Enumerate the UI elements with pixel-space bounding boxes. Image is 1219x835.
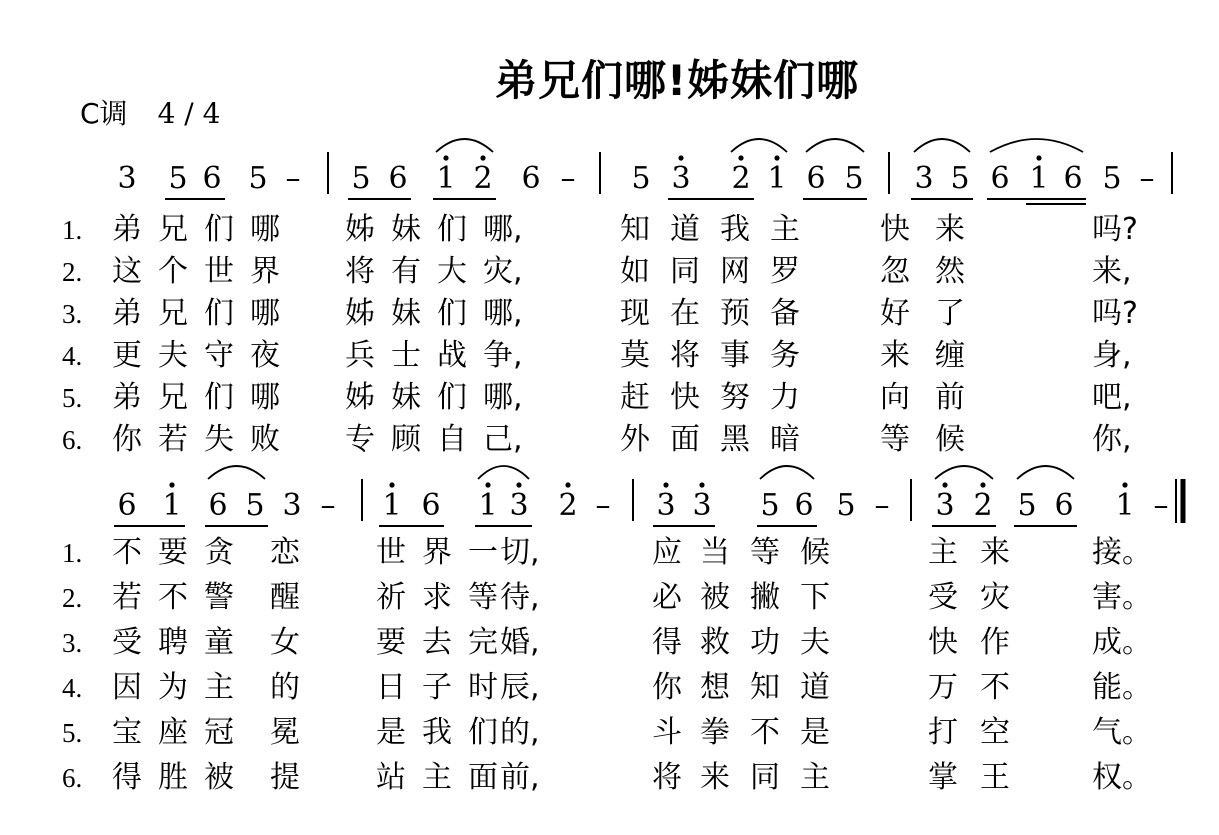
note: 5 <box>760 488 780 523</box>
lyric-syllable: 在 <box>670 296 700 331</box>
lyric-syllable: 来 <box>935 212 965 247</box>
lyric-syllable: 空 <box>980 715 1010 750</box>
lyric-syllable: 主 <box>422 760 452 795</box>
lyric-syllable: 等 <box>880 422 910 457</box>
note: 2 <box>731 161 751 196</box>
octave-dot <box>443 155 448 160</box>
lyric-syllable: 兄 <box>158 212 188 247</box>
note: 1 <box>382 488 402 523</box>
note: 1 <box>1115 488 1135 523</box>
note: 5 <box>248 161 268 196</box>
lyric-syllable: 冠 <box>204 715 234 750</box>
slur <box>935 466 993 479</box>
lyric-syllable: 害。 <box>1092 580 1152 615</box>
lyric-syllable: 必 <box>652 580 682 615</box>
octave-dot <box>774 155 779 160</box>
lyric-syllable: 受 <box>928 580 958 615</box>
note: 6 <box>1054 488 1074 523</box>
lyric-syllable: 世 <box>204 254 234 289</box>
dash-extension: – <box>1139 161 1155 196</box>
lyric-syllable: 了 <box>935 296 965 331</box>
lyric-syllable: 辰, <box>500 670 540 705</box>
lyric-syllable: 贪 <box>204 535 234 570</box>
octave-dot <box>516 482 521 487</box>
octave-dot <box>389 482 394 487</box>
note: 3 <box>692 488 712 523</box>
slur <box>731 139 787 152</box>
lyric-syllable: 预 <box>720 296 750 331</box>
verse-number: 3. <box>62 299 83 329</box>
lyric-syllable: 得 <box>652 625 682 660</box>
lyric-syllable: 哪 <box>250 380 280 415</box>
lyric-syllable: 主 <box>204 670 234 705</box>
verse-number: 6. <box>62 425 83 455</box>
lyric-syllable: 夫 <box>158 338 188 373</box>
lyric-syllable: 成。 <box>1092 625 1152 660</box>
note: 6 <box>388 161 408 196</box>
note: 1 <box>478 488 498 523</box>
lyric-syllable: 应 <box>652 535 682 570</box>
lyric-syllable: 们 <box>437 212 467 247</box>
lyric-syllable: 被 <box>204 760 234 795</box>
octave-dot <box>169 482 174 487</box>
lyric-syllable: 失 <box>204 422 234 457</box>
dash-extension: – <box>1153 488 1169 523</box>
lyric-syllable: 们 <box>204 380 234 415</box>
lyric-syllable: 候 <box>800 535 830 570</box>
lyric-syllable: 子 <box>422 670 452 705</box>
verse-number: 6. <box>62 763 83 793</box>
lyric-syllable: 的 <box>270 670 300 705</box>
lyric-syllable: 争, <box>483 338 523 373</box>
lyric-syllable: 网 <box>720 254 750 289</box>
slur <box>478 466 529 479</box>
lyric-syllable: 界 <box>250 254 280 289</box>
lyric-syllable: 哪, <box>483 296 523 331</box>
lyric-syllable: 不 <box>158 580 188 615</box>
lyric-syllable: 快 <box>880 212 910 247</box>
lyric-syllable: 哪 <box>250 212 280 247</box>
lyric-syllable: 斗 <box>652 715 682 750</box>
octave-dot <box>699 482 704 487</box>
dash-extension: – <box>595 488 611 523</box>
verse-number: 4. <box>62 673 83 703</box>
lyric-syllable: 事 <box>720 338 750 373</box>
note: 6 <box>806 161 826 196</box>
lyric-syllable: 同 <box>670 254 700 289</box>
lyric-syllable: 童 <box>204 625 234 660</box>
lyric-syllable: 若 <box>112 580 142 615</box>
lyric-syllable: 将 <box>652 760 682 795</box>
note: 1 <box>1029 161 1049 196</box>
lyric-syllable: 去 <box>422 625 452 660</box>
lyric-syllable: 吧, <box>1092 380 1132 415</box>
note: 5 <box>168 161 188 196</box>
lyric-syllable: 女 <box>270 625 300 660</box>
lyric-syllable: 将 <box>345 254 375 289</box>
lyric-syllable: 警 <box>204 580 234 615</box>
lyric-syllable: 界 <box>422 535 452 570</box>
lyric-syllable: 日 <box>376 670 406 705</box>
lyric-syllable: 妹 <box>391 296 421 331</box>
note: 6 <box>421 488 441 523</box>
lyric-syllable: 姊 <box>345 296 375 331</box>
lyric-syllable: 候 <box>935 422 965 457</box>
lyric-syllable: 专 <box>345 422 375 457</box>
lyric-syllable: 被 <box>700 580 730 615</box>
lyric-syllable: 灾, <box>483 254 523 289</box>
slur <box>760 466 814 479</box>
lyric-syllable: 弟 <box>112 380 142 415</box>
lyric-syllable: 气。 <box>1092 715 1152 750</box>
lyric-syllable: 的, <box>500 715 540 750</box>
verse-number: 5. <box>62 718 83 748</box>
lyric-syllable: 待, <box>500 580 540 615</box>
lyric-syllable: 你 <box>112 422 142 457</box>
lyric-syllable: 世 <box>376 535 406 570</box>
note: 5 <box>1017 488 1037 523</box>
lyric-syllable: 知 <box>620 212 650 247</box>
lyric-syllable: 快 <box>670 380 700 415</box>
lyric-syllable: 哪 <box>250 296 280 331</box>
note: 3 <box>935 488 955 523</box>
lyric-syllable: 外 <box>620 422 650 457</box>
octave-dot <box>980 482 985 487</box>
lyric-syllable: 们 <box>204 296 234 331</box>
lyric-syllable: 个 <box>158 254 188 289</box>
lyric-syllable: 我 <box>422 715 452 750</box>
lyric-syllable: 想 <box>700 670 730 705</box>
lyric-syllable: 们 <box>437 296 467 331</box>
note: 5 <box>1102 161 1122 196</box>
lyric-syllable: 这 <box>112 254 142 289</box>
lyric-syllable: 聘 <box>158 625 188 660</box>
lyric-syllable: 姊 <box>345 212 375 247</box>
lyric-syllable: 赶 <box>620 380 650 415</box>
note: 5 <box>631 161 651 196</box>
lyric-syllable: 兵 <box>345 338 375 373</box>
lyric-syllable: 兄 <box>158 296 188 331</box>
lyric-syllable: 快 <box>928 625 958 660</box>
note: 6 <box>117 488 137 523</box>
lyric-syllable: 身, <box>1092 338 1132 373</box>
slur <box>208 466 265 479</box>
note: 3 <box>914 161 934 196</box>
verse-number: 3. <box>62 628 83 658</box>
lyric-syllable: 努 <box>720 380 750 415</box>
lyric-syllable: 们 <box>437 380 467 415</box>
lyric-syllable: 知 <box>750 670 780 705</box>
note: 3 <box>656 488 676 523</box>
lyric-syllable: 向 <box>880 380 910 415</box>
lyric-syllable: 务 <box>770 338 800 373</box>
lyric-syllable: 下 <box>800 580 830 615</box>
lyric-syllable: 不 <box>980 670 1010 705</box>
lyric-syllable: 等 <box>750 535 780 570</box>
lyric-syllable: 受 <box>112 625 142 660</box>
lyric-syllable: 黑 <box>720 422 750 457</box>
lyric-syllable: 将 <box>670 338 700 373</box>
lyric-syllable: 自 <box>437 422 467 457</box>
lyric-syllable: 有 <box>391 254 421 289</box>
dash-extension: – <box>320 488 336 523</box>
octave-dot <box>1036 155 1041 160</box>
note: 5 <box>245 488 265 523</box>
lyric-syllable: 宝 <box>112 715 142 750</box>
lyric-syllable: 罗 <box>770 254 800 289</box>
lyric-syllable: 万 <box>928 670 958 705</box>
octave-dot <box>565 482 570 487</box>
lyric-syllable: 胜 <box>158 760 188 795</box>
lyric-syllable: 我 <box>720 212 750 247</box>
lyric-syllable: 同 <box>750 760 780 795</box>
lyric-syllable: 暗 <box>770 422 800 457</box>
lyric-syllable: 哪, <box>483 212 523 247</box>
lyric-syllable: 能。 <box>1092 670 1152 705</box>
note: 5 <box>844 161 864 196</box>
note: 5 <box>836 488 856 523</box>
lyric-syllable: 要 <box>376 625 406 660</box>
lyric-syllable: 道 <box>670 212 700 247</box>
lyric-syllable: 婚, <box>500 625 540 660</box>
lyric-syllable: 作 <box>980 625 1010 660</box>
lyric-syllable: 来 <box>980 535 1010 570</box>
verse-number: 1. <box>62 538 83 568</box>
lyric-syllable: 切, <box>500 535 540 570</box>
note: 1 <box>767 161 787 196</box>
lyric-syllable: 妹 <box>391 212 421 247</box>
lyric-syllable: 主 <box>928 535 958 570</box>
lyric-syllable: 完 <box>468 625 498 660</box>
lyric-syllable: 来 <box>880 338 910 373</box>
octave-dot <box>663 482 668 487</box>
lyric-syllable: 等 <box>468 580 498 615</box>
octave-dot <box>1122 482 1127 487</box>
lyric-syllable: 主 <box>770 212 800 247</box>
note: 6 <box>202 161 222 196</box>
lyric-syllable: 面 <box>670 422 700 457</box>
note: 2 <box>473 161 493 196</box>
lyric-syllable: 是 <box>376 715 406 750</box>
lyric-syllable: 提 <box>270 760 300 795</box>
note: 6 <box>794 488 814 523</box>
slur <box>806 139 864 152</box>
octave-dot <box>480 155 485 160</box>
lyric-syllable: 们 <box>204 212 234 247</box>
lyric-syllable: 前 <box>935 380 965 415</box>
note: 6 <box>1063 161 1083 196</box>
lyric-syllable: 来 <box>700 760 730 795</box>
note: 6 <box>521 161 541 196</box>
note: 2 <box>973 488 993 523</box>
lyric-syllable: 弟 <box>112 296 142 331</box>
lyric-syllable: 祈 <box>376 580 406 615</box>
lyric-syllable: 接。 <box>1092 535 1152 570</box>
lyric-syllable: 功 <box>750 625 780 660</box>
lyric-syllable: 王 <box>980 760 1010 795</box>
lyric-syllable: 备 <box>770 296 800 331</box>
lyric-syllable: 大 <box>437 254 467 289</box>
verse-number: 1. <box>62 215 83 245</box>
lyric-syllable: 撇 <box>750 580 780 615</box>
lyric-syllable: 一 <box>468 535 498 570</box>
octave-dot <box>738 155 743 160</box>
dash-extension: – <box>874 488 890 523</box>
lyric-syllable: 面 <box>468 760 498 795</box>
lyric-syllable: 道 <box>800 670 830 705</box>
slur <box>990 139 1083 152</box>
dash-extension: – <box>285 161 301 196</box>
note: 5 <box>351 161 371 196</box>
lyric-syllable: 士 <box>391 338 421 373</box>
lyric-syllable: 是 <box>800 715 830 750</box>
lyric-syllable: 如 <box>620 254 650 289</box>
lyric-syllable: 顾 <box>391 422 421 457</box>
lyric-syllable: 战 <box>437 338 467 373</box>
lyric-syllable: 不 <box>112 535 142 570</box>
lyric-syllable: 妹 <box>391 380 421 415</box>
lyric-syllable: 你 <box>652 670 682 705</box>
lyric-syllable: 灾 <box>980 580 1010 615</box>
note: 3 <box>671 161 691 196</box>
lyric-syllable: 忽 <box>880 254 910 289</box>
note: 6 <box>208 488 228 523</box>
note: 3 <box>282 488 302 523</box>
dash-extension: – <box>560 161 576 196</box>
lyric-syllable: 拳 <box>700 715 730 750</box>
lyric-syllable: 缠 <box>935 338 965 373</box>
verse-number: 2. <box>62 257 83 287</box>
note: 1 <box>162 488 182 523</box>
lyric-syllable: 若 <box>158 422 188 457</box>
note: 3 <box>117 161 137 196</box>
lyric-syllable: 你, <box>1092 422 1132 457</box>
lyric-syllable: 权。 <box>1092 760 1152 795</box>
octave-dot <box>485 482 490 487</box>
lyric-syllable: 夫 <box>800 625 830 660</box>
lyric-syllable: 醒 <box>270 580 300 615</box>
lyric-syllable: 主 <box>800 760 830 795</box>
lyric-syllable: 己, <box>483 422 523 457</box>
lyric-syllable: 恋 <box>270 535 300 570</box>
lyric-syllable: 救 <box>700 625 730 660</box>
lyric-syllable: 更 <box>112 338 142 373</box>
note: 1 <box>436 161 456 196</box>
lyric-syllable: 站 <box>376 760 406 795</box>
lyric-syllable: 莫 <box>620 338 650 373</box>
slur <box>436 139 493 152</box>
octave-dot <box>678 155 683 160</box>
lyric-syllable: 们 <box>468 715 498 750</box>
lyric-syllable: 现 <box>620 296 650 331</box>
lyric-syllable: 时 <box>468 670 498 705</box>
lyric-syllable: 姊 <box>345 380 375 415</box>
lyric-syllable: 因 <box>112 670 142 705</box>
lyric-syllable: 要 <box>158 535 188 570</box>
lyric-syllable: 来, <box>1092 254 1132 289</box>
lyric-syllable: 弟 <box>112 212 142 247</box>
lyric-syllable: 前, <box>500 760 540 795</box>
lyric-syllable: 哪, <box>483 380 523 415</box>
verse-number: 2. <box>62 583 83 613</box>
lyric-syllable: 夜 <box>250 338 280 373</box>
verse-number: 4. <box>62 341 83 371</box>
note: 5 <box>950 161 970 196</box>
note: 2 <box>558 488 578 523</box>
key-label: C调 <box>80 97 128 130</box>
lyric-syllable: 吗? <box>1092 296 1138 331</box>
slur <box>1017 466 1074 479</box>
slur <box>914 139 970 152</box>
lyric-syllable: 守 <box>204 338 234 373</box>
lyric-syllable: 座 <box>158 715 188 750</box>
lyric-syllable: 败 <box>250 422 280 457</box>
lyric-syllable: 求 <box>422 580 452 615</box>
song-title: 弟兄们哪!姊妹们哪 <box>495 56 860 105</box>
lyric-syllable: 不 <box>750 715 780 750</box>
time-signature: 4 / 4 <box>157 97 221 130</box>
lyric-syllable: 好 <box>880 296 910 331</box>
lyric-syllable: 冕 <box>270 715 300 750</box>
lyric-syllable: 掌 <box>928 760 958 795</box>
lyric-syllable: 为 <box>158 670 188 705</box>
lyric-syllable: 当 <box>700 535 730 570</box>
octave-dot <box>942 482 947 487</box>
note: 6 <box>990 161 1010 196</box>
lyric-syllable: 兄 <box>158 380 188 415</box>
lyric-syllable: 打 <box>928 715 958 750</box>
lyric-syllable: 得 <box>112 760 142 795</box>
verse-number: 5. <box>62 383 83 413</box>
note: 3 <box>509 488 529 523</box>
lyric-syllable: 力 <box>770 380 800 415</box>
lyric-syllable: 然 <box>935 254 965 289</box>
lyric-syllable: 吗? <box>1092 212 1138 247</box>
